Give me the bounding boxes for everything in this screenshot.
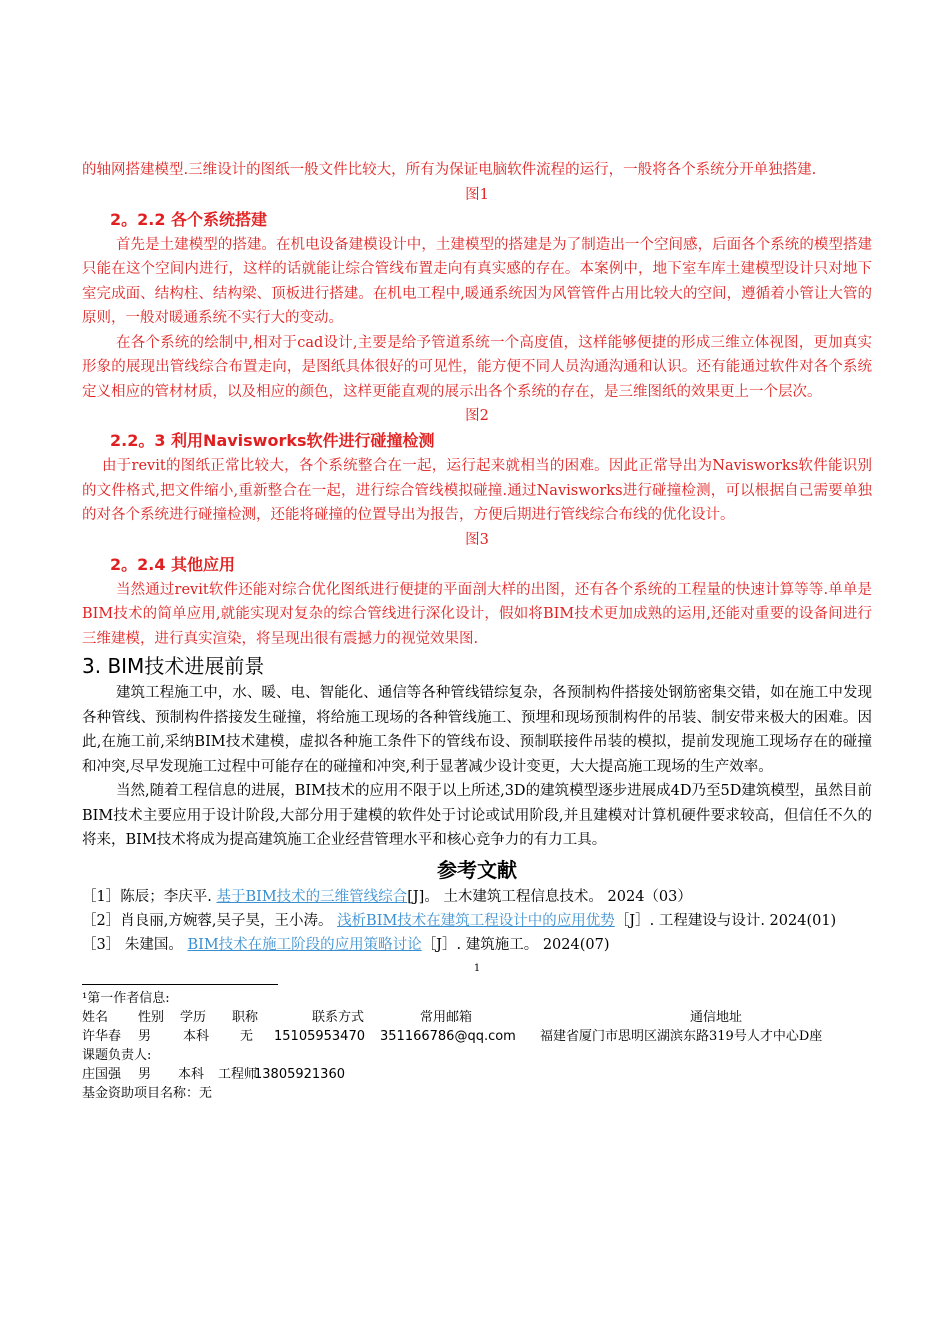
figure-3-caption: 图3 [465,531,489,548]
leader-title: 工程师 [218,1066,258,1082]
section-2-2-4-paragraph-1: 当然通过revit软件还能对综合优化图纸进行便捷的平面剖大样的出图，还有各个系统的工程量的快速计算等等.单单是BIM技术的简单应用,就能实现对复杂的综合管线进行深化设计，假如将BIM技术更加成熟的运用,还能对重要的设备间进行三维建模，进行真实渲染，将呈现出很有震撼力的视觉效果图. [82,581,872,647]
page-number: 1 [473,962,481,974]
footnote-author-row [82,1027,872,1046]
reference-item [82,885,872,909]
section-2-2-3-paragraph-1: 由于revit的图纸正常比较大，各个系统整合在一起，运行起来就相当的困难。因此正常导出为Navisworks软件能识别的文件格式,把文件缩小,重新整合在一起，进行综合管线模拟碰撞.通过Navisworks进行碰撞检测，可以根据自己需要单独的对各个系统进行碰撞检测，还能将碰撞的位置导出为报告，方便后期进行管线综合布线的优化设计。 [82,458,872,523]
section-2-2-2-paragraph-2: 在各个系统的绘制中,相对于cad设计,主要是给予管道系统一个高度值，这样能够便捷的形成三维立体视图，更加真实形象的展现出管线综合布置走向，是图纸具体很好的可见性，能方便不同人员沟通沟通和认识。还有能通过软件对各个系统定义相应的管材材质，以及相应的颜色，这样更能直观的展示出各个系统的存在，是三维图纸的效果更上一个层次。 [82,334,872,400]
footnote-title: ¹第一作者信息: [82,990,170,1006]
author-address: 福建省厦门市思明区湖滨东路319号人才中心D座 [540,1028,823,1044]
header-address: 通信地址 [690,1009,743,1025]
section-2-2-3-heading: 2.2。3 利用Navisworks软件进行碰撞检测 [110,431,435,450]
header-education: 学历 [180,1009,207,1025]
reference-link[interactable]: 基于BIM技术的三维管线综合 [216,888,408,905]
footnote-header-row [82,1008,872,1027]
reference-suffix: ［J］. 工程建设与设计. 2024(01) [614,912,837,929]
author-email: 351166786@qq.com [380,1028,516,1044]
reference-item [82,909,872,933]
author-phone: 15105953470 [274,1028,365,1044]
section-2-2-2-paragraph-1: 首先是土建模型的搭建。在机电设备建模设计中，土建模型的搭建是为了制造出一个空间感，后面各个系统的模型搭建只能在这个空间内进行，这样的话就能让综合管线布置走向有真实感的存在。本案例中，地下室车库土建模型设计只对地下室完成面、结构柱、结构梁、顶板进行搭建。在机电工程中,暖通系统因为风管管件占用比较大的空间，遵循着小管让大管的原则，一般对暖通系统不实行大的变动。 [82,236,872,326]
section-3-paragraph-2: 当然,随着工程信息的进展，BIM技术的应用不限于以上所述,3D的建筑模型逐步进展成4D乃至5D建筑模型，虽然目前BIM技术主要应用于设计阶段,大部分用于建模的软件处于讨论或试用阶段,并且建模对计算机硬件要求较高，但信任不久的将来，BIM技术将成为提高建筑施工企业经营管理水平和核心竞争力的有力工具。 [82,783,872,848]
reference-prefix: ［3］ 朱建国。 [82,936,188,953]
leader-gender: 男 [138,1066,152,1082]
footnote-leader-label: 课题负责人: [82,1047,152,1063]
footnote-fund: 基金资助项目名称：无 [82,1085,213,1101]
header-contact: 联系方式 [312,1009,365,1025]
header-name: 姓名 [82,1009,109,1025]
section-3-heading: 3. BIM技术进展前景 [82,654,265,678]
footnote-leader-row [82,1065,872,1084]
reference-prefix: ［2］肖良丽,方婉蓉,吴子昊，王小涛。 [82,912,338,929]
leader-education: 本科 [178,1066,205,1082]
section-2-2-1-paragraph-tail: 的轴网搭建模型.三维设计的图纸一般文件比较大，所有为保证电脑软件流程的运行，一般将各个系统分开单独搭建. [82,162,817,178]
reference-prefix: ［1］陈辰；李庆平. [82,888,217,905]
section-3-paragraph-1: 建筑工程施工中，水、暖、电、智能化、通信等各种管线错综复杂，各预制构件搭接处钢筋密集交错，如在施工中发现各种管线、预制构件搭接发生碰撞，将给施工现场的各种管线施工、预埋和现场预制构件的吊装、制安带来极大的困难。因此,在施工前,采纳BIM技术建模，虚拟各种施工条件下的管线布设、预制联接件吊装的模拟，提前发现施工现场存在的碰撞和冲突,尽早发现施工过程中可能存在的碰撞和冲突,利于显著减少设计变更，大大提高施工现场的生产效率。 [82,685,872,775]
reference-suffix: [J]。 土木建筑工程信息技术。 2024（03） [407,888,692,905]
author-title: 无 [240,1028,254,1044]
figure-2-caption: 图2 [465,408,489,424]
reference-item [82,933,872,957]
header-gender: 性别 [138,1009,165,1025]
figure-1-caption: 图1 [465,186,489,203]
section-2-2-2-heading: 2。2.2 各个系统搭建 [110,209,268,229]
author-gender: 男 [138,1028,152,1044]
document-page [82,0,872,1103]
reference-link[interactable]: BIM技术在施工阶段的应用策略讨论 [187,936,422,953]
section-2-2-4-heading: 2。2.4 其他应用 [110,554,236,574]
leader-name: 庄国强 [82,1066,122,1082]
author-name: 许华春 [82,1028,122,1044]
reference-suffix: ［J］. 建筑施工。 2024(07) [421,936,610,953]
author-education: 本科 [183,1028,210,1044]
references-heading: 参考文献 [437,857,517,882]
reference-link[interactable]: 浅析BIM技术在建筑工程设计中的应用优势 [337,912,615,929]
header-email: 常用邮箱 [420,1009,473,1025]
header-title: 职称 [232,1009,259,1025]
footnote-divider [82,984,278,985]
leader-phone: 13805921360 [254,1066,345,1082]
